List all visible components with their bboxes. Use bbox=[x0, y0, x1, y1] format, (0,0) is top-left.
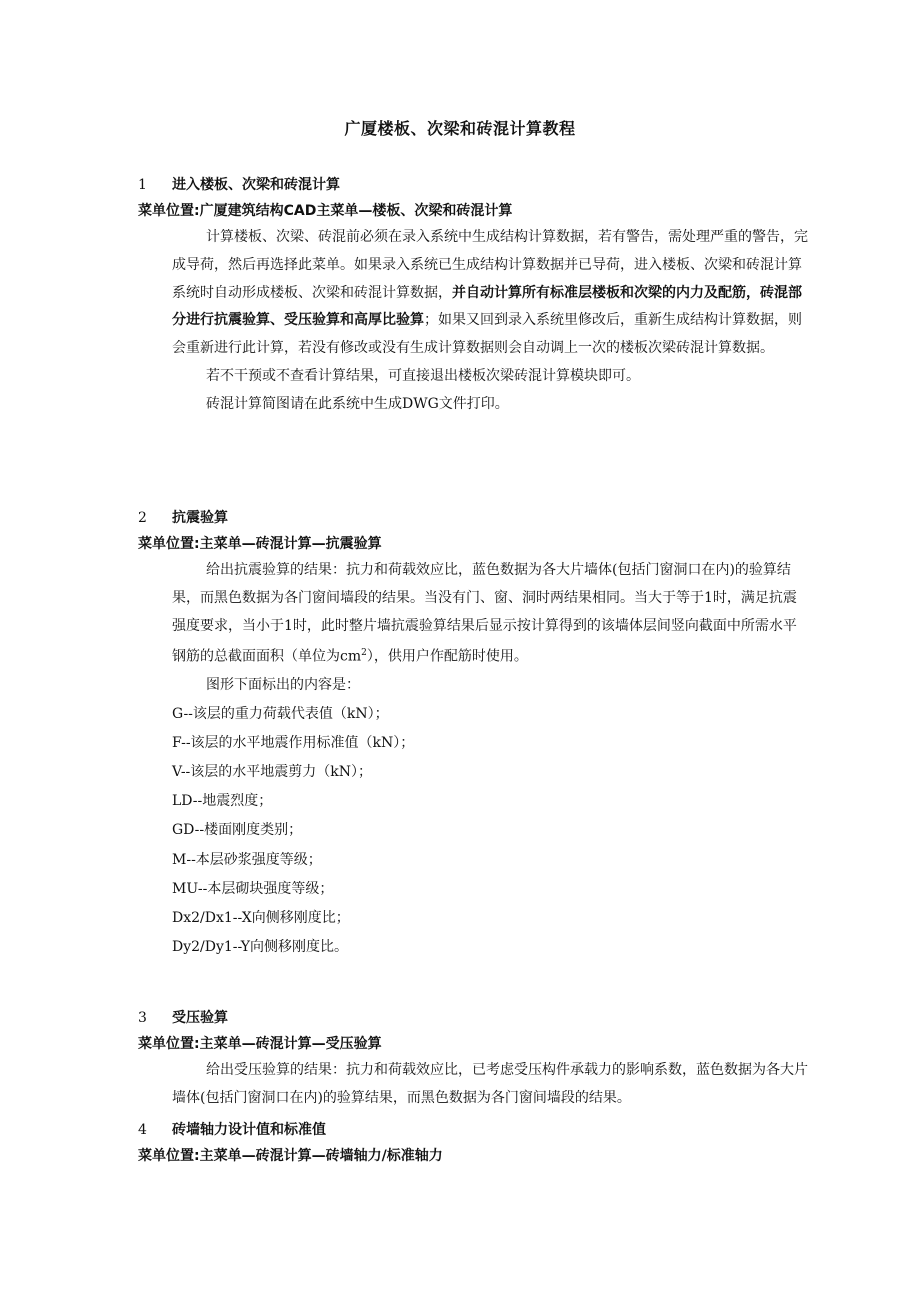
legend-list bbox=[138, 700, 810, 963]
paragraph-text: 给出抗震验算的结果：抗力和荷载效应比，蓝色数据为各大片墙体(包括门窗洞口在内)的验算结果，而黑色数据为各门窗间墙段的结果。当没有门、窗、洞时两结果相同。当大于等于1时，满足抗震强度要求，当小于1时，此时整片墙抗震验算结果后显示按计算得到的该墙体层间竖向截面中所需水平钢筋的总截面面积（单位为 bbox=[172, 562, 797, 666]
legend-item: Dx2/Dx1--X向侧移刚度比； bbox=[172, 910, 350, 927]
section-3 bbox=[138, 1005, 810, 1113]
menu-location: 菜单位置:主菜单—砖混计算—受压验算 bbox=[138, 1036, 382, 1052]
paragraph: 砖混计算简图请在此系统中生成DWG文件打印。 bbox=[206, 395, 509, 412]
legend-item: F--该层的水平地震作用标准值（kN）； bbox=[172, 734, 415, 751]
section-number: 1 bbox=[138, 177, 147, 193]
unit-superscript: 2 bbox=[361, 648, 367, 659]
paragraph: 给出受压验算的结果：抗力和荷载效应比，已考虑受压构件承载力的影响系数，蓝色数据为各大片墙体(包括门窗洞口在内)的验算结果，而黑色数据为各门窗间墙段的结果。 bbox=[172, 1062, 808, 1106]
section-heading bbox=[138, 1117, 810, 1143]
section-4 bbox=[138, 1117, 810, 1169]
legend-item: M--本层砂浆强度等级； bbox=[172, 851, 322, 868]
section-number: 2 bbox=[138, 510, 147, 526]
section-heading bbox=[138, 505, 810, 531]
section-title: 砖墙轴力设计值和标准值 bbox=[172, 1122, 326, 1138]
section-title: 进入楼板、次梁和砖混计算 bbox=[172, 177, 340, 193]
paragraph bbox=[172, 557, 810, 672]
menu-location: 菜单位置:广厦建筑结构CAD主菜单—楼板、次梁和砖混计算 bbox=[138, 203, 513, 219]
section-heading bbox=[138, 1005, 810, 1031]
legend-item: LD--地震烈度； bbox=[172, 793, 273, 810]
menu-location: 菜单位置:主菜单—砖混计算—抗震验算 bbox=[138, 536, 382, 552]
bold-text: 并自动计算所有标准层楼板和次梁的内力及配筋，砖混部分进行抗震验算、受压验算和高厚比验算 bbox=[172, 284, 802, 329]
paragraph-text: ；如果又回到录入系统里修改后，重新生成结构计算数据，则会重新进行此计算，若没有修改或没有生成计算数据则会自动调上一次的楼板次梁砖混计算数据。 bbox=[172, 312, 802, 357]
document-title: 广厦楼板、次梁和砖混计算教程 bbox=[344, 119, 576, 138]
menu-location: 菜单位置:主菜单—砖混计算—砖墙轴力/标准轴力 bbox=[138, 1148, 443, 1164]
paragraph: 图形下面标出的内容是： bbox=[206, 676, 360, 693]
paragraph: 若不干预或不查看计算结果，可直接退出楼板次梁砖混计算模块即可。 bbox=[206, 367, 640, 384]
section-2 bbox=[138, 505, 810, 962]
section-number: 4 bbox=[138, 1122, 147, 1138]
unit-text: cm bbox=[340, 649, 362, 666]
legend-item: GD--楼面刚度类别； bbox=[172, 822, 303, 839]
section-number: 3 bbox=[138, 1010, 147, 1026]
paragraph-text: 计算楼板、次梁、砖混前必须在录入系统中生成结构计算数据，若有警告，需处理严重的警告，完成导荷，然后再选择此菜单。如果录入系统已生成结构计算数据并已导荷，进入楼板、次梁和砖混计算系统时自动形成楼板、次梁和砖混计算数据， bbox=[172, 229, 808, 301]
paragraph bbox=[172, 224, 810, 363]
section-body bbox=[138, 557, 810, 700]
legend-item: Dy2/Dy1--Y向侧移刚度比。 bbox=[172, 939, 348, 956]
legend-item: MU--本层砌块强度等级； bbox=[172, 880, 334, 897]
section-title: 抗震验算 bbox=[172, 510, 228, 526]
section-heading bbox=[138, 172, 810, 198]
section-title: 受压验算 bbox=[172, 1010, 228, 1026]
legend-item: V--该层的水平地震剪力（kN）； bbox=[172, 764, 373, 781]
section-1 bbox=[138, 172, 810, 419]
section-body bbox=[138, 224, 810, 419]
paragraph-text: ），供用户作配筋时使用。 bbox=[366, 649, 528, 666]
section-body bbox=[138, 1057, 810, 1113]
legend-item: G--该层的重力荷载代表值（kN）； bbox=[172, 705, 389, 722]
